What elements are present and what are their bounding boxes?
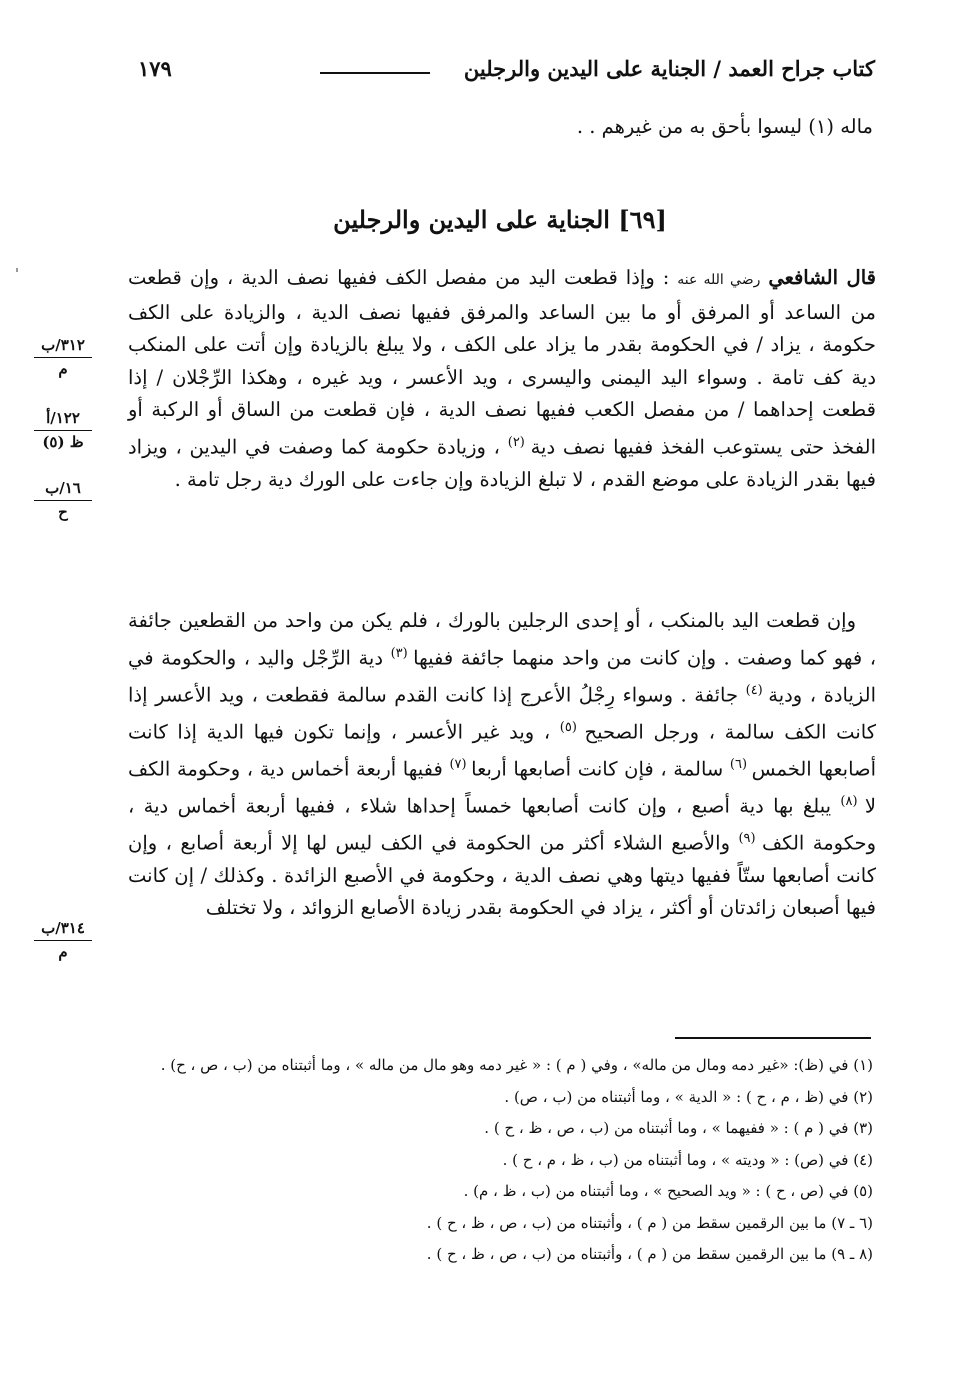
margin-note-folio: ٣١٤/ب	[41, 919, 85, 937]
footnote-1: (١) في (ظ): «غير دمه ومال من ماله» ، وفي ( م ) : « غير دمه وهو مال من ماله » ، وما أثبتناه من (ب ، ص ، ح) .	[160, 1056, 873, 1074]
running-header	[130, 52, 875, 88]
paragraph-1	[128, 262, 876, 496]
margin-note-rule	[34, 357, 92, 358]
paragraph-2-text-g: يبلغ بها دية أصبع ، وإن كانت أصابعها خمساً إحداها شلاء ، ففيها أربعة أخماس دية ، وحكومة الكف	[128, 794, 876, 854]
footnote-ref-2: (٢)	[507, 434, 531, 450]
paragraph-1-text-a: : وإذا قطعت اليد من مفصل الكف ففيها نصف الدية ، وإن قطعت من الساعد أو المرفق أو ما بين الساعد والمرفق ففيها نصف الدية ، والزيادة على الكف حكومة ، يزاد / في الحكومة بقدر ما يزاد على الكف ، ولا يبلغ بالزيادة وإن أتت على المنكب دية كف تامة . وسواء اليد اليمنى واليسرى ، ويد الأعسر ، ويد غيره ، وهكذا الرِّجْلان / إذا قطعت إحداهما / من مفصل الكعب ففيها نصف الدية ، فإن قطعت من الساق أو الركبة أو الفخذ حتى يستوعب الفخذ ففيها نصف دية	[128, 266, 876, 458]
footnote-4: (٤) في (ص) : « وديته » ، وما أثبتناه من (ب ، ظ ، م ، ح ) .	[502, 1150, 873, 1169]
margin-note-rule	[34, 500, 92, 501]
honorific-ligature: رضي الله عنه	[677, 272, 761, 288]
margin-note-ms-m-312b	[28, 337, 98, 378]
footnote-2: (٢) في (ظ ، م ، ح ) : « الدية » ، وما أثبتناه من (ب ، ص) .	[504, 1087, 873, 1106]
margin-note-ms-m-314b	[28, 920, 98, 961]
carryover-line: ماله (١) ليسوا بأحق به من غيرهم . .	[576, 115, 873, 138]
section-heading: [٦٩] الجناية على اليدين والرجلين	[333, 205, 667, 234]
paragraph-2-text-f: ففيها أربعة أخماس دية ، وحكومة الكف لا	[128, 757, 876, 817]
footnote-ref-6: (٦)	[729, 756, 752, 772]
paragraph-2-text-d: ، ويد غير الأعسر ، وإنما تكون فيها الدية إذا كانت أصابعها الخمس	[128, 720, 876, 780]
footnote-ref-4: (٤)	[745, 682, 769, 698]
margin-note-siglum: م	[58, 943, 68, 961]
footnote-3: (٣) في ( م ) : « ففيهما » ، وما أثبتناه من (ب ، ص ، ظ ، ح ) .	[484, 1119, 873, 1137]
footnote-ref-5: (٥)	[559, 719, 585, 735]
margin-note-folio: ١٢٢/أ	[46, 409, 80, 427]
margin-note-siglum: م	[58, 360, 68, 378]
margin-note-siglum: ح	[58, 503, 68, 521]
paragraph-2-text-e: سالمة ، فإن كانت أصابعها أربعا	[471, 757, 730, 780]
margin-note-ms-h-16b	[28, 480, 98, 521]
scan-speck	[16, 268, 18, 272]
footnote-ref-9: (٩)	[738, 830, 762, 846]
margin-note-folio: ٣١٢/ب	[41, 336, 85, 354]
paragraph-2	[128, 605, 876, 925]
footnote-ref-8: (٨)	[840, 793, 865, 809]
footnotes	[113, 1050, 873, 1271]
paragraph-2-text-b: دية الرِّجْل واليد ، والحكومة في الزيادة ، ودية	[128, 646, 877, 706]
footnote-8-9: (٨ ـ ٩) ما بين الرقمين سقط من ( م ) ، وأثبتناه من (ب ، ص ، ظ ، ح ) .	[426, 1245, 873, 1263]
footnote-separator	[675, 1037, 871, 1039]
header-rule	[320, 72, 430, 74]
paragraph-2-text-h: والأصبع الشلاء أكثر من الحكومة في الكف ليس لها إلا أربعة أصابع ، وإن كانت أصابعها ستّاً ففيها ديتها وهي نصف الدية ، وحكومة في الأصبع الزائدة . وكذلك / إن كانت فيها أصبعان زائدتان أو أكثر ، يزاد في الحكومة بقدر زيادة الأصابع الزوائد ، ولا تختلف	[128, 831, 876, 919]
footnote-6-7: (٦ ـ ٧) ما بين الرقمين سقط من ( م ) ، وأثبتناه من (ب ، ص ، ظ ، ح ) .	[426, 1213, 873, 1232]
paragraph-1-lead: قال الشافعي	[768, 266, 876, 289]
margin-note-siglum: ظ (٥)	[42, 433, 84, 451]
page-number: ١٧٩	[138, 56, 172, 81]
footnote-5: (٥) في (ص ، ح ) : « ويد الصحيح » ، وما أثبتناه من (ب ، ظ ، م) .	[463, 1182, 873, 1200]
header-title: كتاب جراح العمد / الجناية على اليدين والرجلين	[463, 56, 875, 81]
margin-note-rule	[34, 940, 92, 941]
paragraph-2-text-a: وإن قطعت اليد بالمنكب ، أو إحدى الرجلين بالورك ، فلم يكن من واحد من القطعين جائفة ، فهو كما وصفت . وإن كانت من واحد منهما جائفة ففيها	[128, 609, 876, 669]
paragraph-1-text-b: ، وزيادة حكومة كما وصفت في اليدين ، ويزاد فيها بقدر الزيادة على موضع القدم ، لا تبلغ الزيادة وإن جاءت على الورك دية رجل تامة .	[128, 435, 876, 491]
footnote-ref-3: (٣)	[390, 645, 414, 661]
margin-note-rule	[34, 430, 92, 431]
margin-note-ms-z-122a	[28, 410, 98, 451]
footnote-ref-7: (٧)	[449, 756, 472, 772]
margin-note-folio: ١٦/ب	[45, 479, 81, 497]
paragraph-2-text-c: جائفة . وسواء رِجْلُ الأعرج إذا كانت القدم سالمة فقطعت ، ويد الأعسر إذا كانت الكف سالمة ، ورجل الصحيح	[128, 683, 876, 743]
